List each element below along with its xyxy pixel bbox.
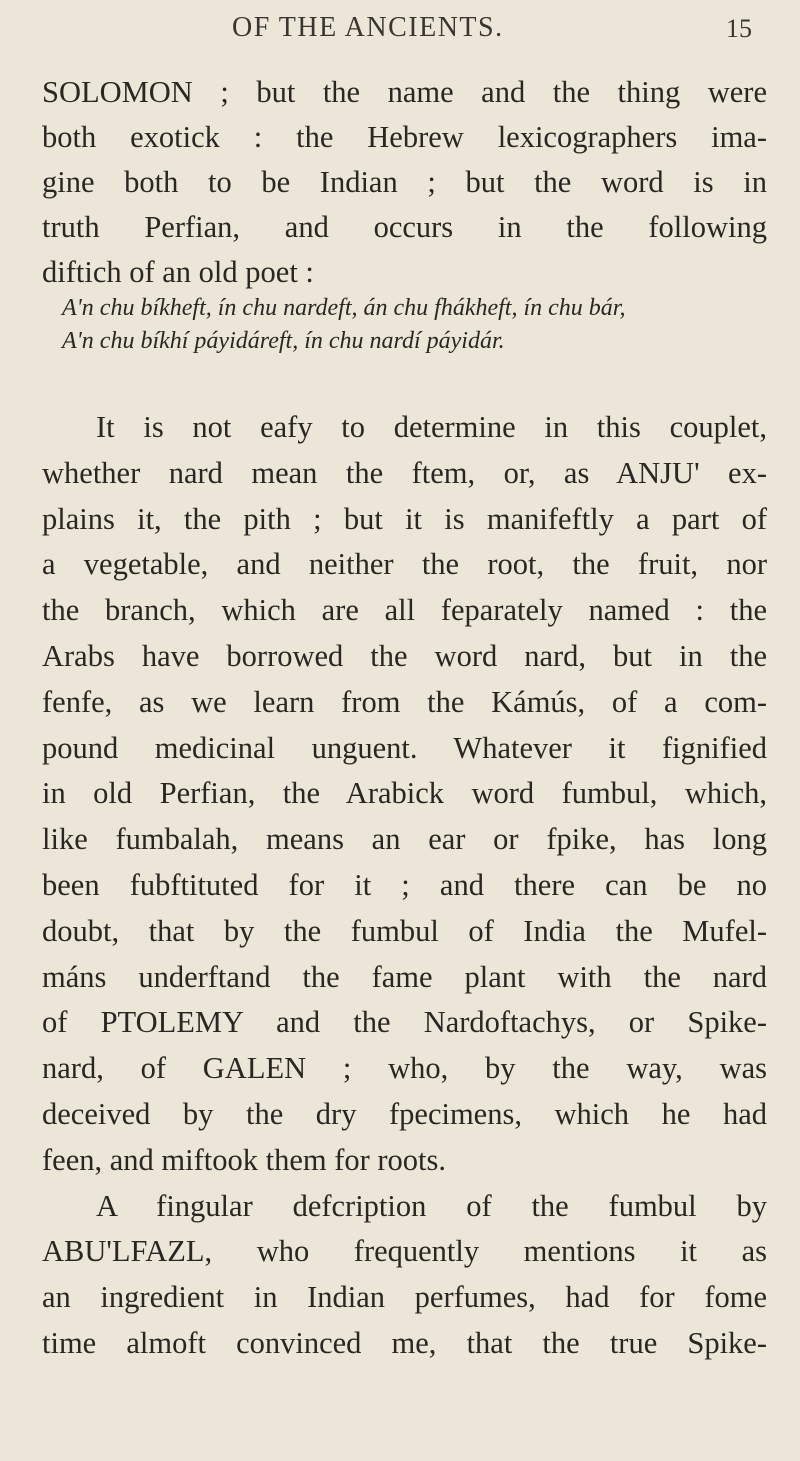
text-line: in old Perfian, the Arabick word fumbul, which, [42,776,767,811]
running-head [0,8,800,48]
text-line: whether nard mean the ftem, or, as ANJU' ex- [42,455,767,490]
text-line: pound medicinal unguent. Whatever it fignified [42,730,767,765]
text-line: It is not eafy to determine in this couplet, [96,410,767,444]
text-line: time almoft convinced me, that the true Spike- [42,1325,767,1360]
text-line: feen, and miftook them for roots. [42,1142,447,1177]
text-line: like fumbalah, means an ear or fpike, has long [42,822,767,857]
text-line: been fubftituted for it ; and there can be no [42,867,767,902]
text-line: ABU'LFAZL, who frequently mentions it as [42,1234,767,1269]
text-line: máns underftand the fame plant with the nard [42,959,767,994]
running-head-title: OF THE ANCIENTS. [232,12,504,43]
text-line: doubt, that by the fumbul of India the Mufel- [42,913,767,948]
text-line: fenfe, as we learn from the Kámús, of a com- [42,684,767,719]
verse-line: A'n chu bíkheft, ín chu nardeft, án chu fhákheft, ín chu bár, [62,295,626,321]
text-line: diftich of an old poet : [42,255,314,289]
text-line: of PTOLEMY and the Nardoftachys, or Spike- [42,1005,767,1040]
text-line: gine both to be Indian ; but the word is in [42,165,767,199]
text-line: Arabs have borrowed the word nard, but in the [42,638,767,673]
text-line: the branch, which are all feparately named : the [42,593,767,628]
page-number: 15 [726,14,752,43]
text-line: truth Perfian, and occurs in the following [42,210,767,244]
text-line: a vegetable, and neither the root, the fruit, nor [42,547,767,582]
text-line: plains it, the pith ; but it is manifeftly a part of [42,501,767,536]
verse-line: A'n chu bíkhí páyidáreft, ín chu nardí páyidár. [62,328,505,354]
text-line: A fingular defcription of the fumbul by [96,1188,767,1223]
text-line: deceived by the dry fpecimens, which he had [42,1096,767,1131]
paragraph-1 [42,70,767,295]
text-line: both exotick : the Hebrew lexicographers ima- [42,120,767,154]
text-line: SOLOMON ; but the name and the thing were [42,75,767,109]
paragraph-2 [42,405,767,1367]
text-line: an ingredient in Indian perfumes, had for fome [42,1280,767,1315]
text-line: nard, of GALEN ; who, by the way, was [42,1051,767,1086]
verse-couplet [62,292,762,358]
